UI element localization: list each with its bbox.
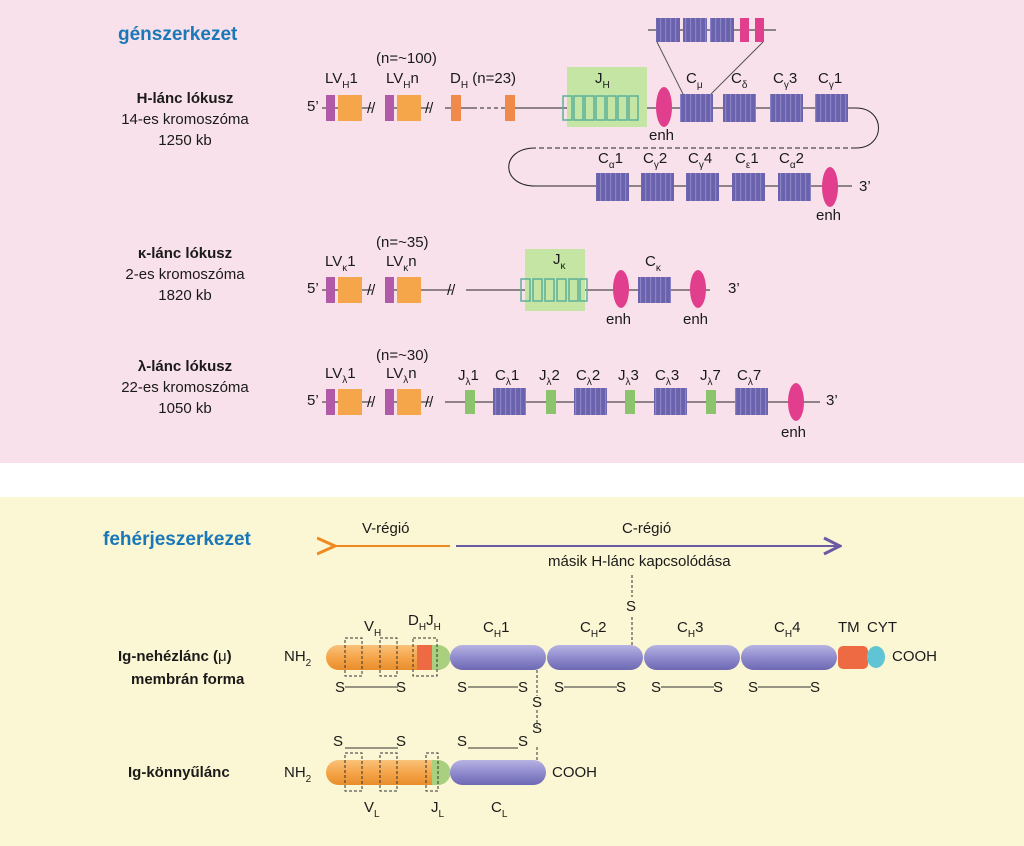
c-mu-exon xyxy=(656,18,680,42)
c-gamma1-label: $C_\gamma 1$ xyxy=(818,70,843,91)
light-nh2-label: $NH_2$ xyxy=(284,764,312,785)
h-three-prime: 3’ xyxy=(859,178,871,195)
s-label: S xyxy=(616,679,627,696)
heavy-chain-form: membrán forma xyxy=(131,671,245,688)
cyt-label: CYT xyxy=(867,619,897,636)
c-lambda7-gene xyxy=(735,388,768,415)
v-region-label: V-régió xyxy=(362,520,410,537)
s-label: S xyxy=(335,679,346,696)
jl7-label: $J_\lambda 7$ xyxy=(700,367,721,388)
membrane-exon xyxy=(740,18,749,42)
svg-text://: // xyxy=(367,394,376,411)
tm-label: TM xyxy=(838,619,860,636)
d-segment xyxy=(505,95,515,121)
kappa-symbol: κ xyxy=(137,245,147,262)
break-mark: // xyxy=(425,100,434,117)
leader-segment xyxy=(385,95,394,121)
leader-segment xyxy=(326,277,335,303)
lvhn-label: $LV_Hn$ xyxy=(386,70,419,91)
svg-text://: // xyxy=(425,394,434,411)
v-segment xyxy=(397,277,421,303)
c-mu-exon xyxy=(710,18,734,42)
lvln-label: $LV_\lambda n$ xyxy=(386,365,417,386)
jh-label: $J_H$ xyxy=(595,70,610,91)
heavy-cooh-label: COOH xyxy=(892,648,937,665)
c-gamma3-gene xyxy=(770,94,803,122)
s-label: S xyxy=(554,679,565,696)
h-locus-chromosome: 14-es kromoszóma xyxy=(121,111,249,128)
c-mu-label: $C_\mu$ xyxy=(686,70,703,91)
c-region-label: C-régió xyxy=(622,520,672,537)
c-epsilon-label: $C_\varepsilon 1$ xyxy=(735,150,759,171)
c-mu-gene xyxy=(680,94,713,122)
s-label: S xyxy=(333,733,344,750)
lvh1-label: $LV_H1$ xyxy=(325,70,358,91)
s-label: S xyxy=(810,679,821,696)
c-gamma2-label: $C_\gamma 2$ xyxy=(643,150,668,171)
cl1-label: $C_\lambda 1$ xyxy=(495,367,520,388)
other-h-chain-label: másik H-lánc kapcsolódása xyxy=(548,553,731,570)
v-segment xyxy=(397,95,421,121)
membrane-exon xyxy=(755,18,764,42)
jl-label: $J_L$ xyxy=(431,799,445,820)
s-label: S xyxy=(532,720,543,737)
k-v-count: (n=~35) xyxy=(376,234,429,251)
h-v-count: (n=~100) xyxy=(376,50,437,67)
enhancer xyxy=(656,87,672,127)
s-label: S xyxy=(518,679,529,696)
svg-text://: // xyxy=(367,282,376,299)
s-label: S xyxy=(626,598,637,615)
c-epsilon-gene xyxy=(732,173,765,201)
jl-segment xyxy=(432,760,451,785)
h-five-prime: 5’ xyxy=(307,98,319,115)
vh-label: $V_H$ xyxy=(364,618,382,639)
zoom-connector xyxy=(657,42,683,94)
l-five-prime: 5’ xyxy=(307,392,319,409)
leader-segment xyxy=(326,95,335,121)
v-segment xyxy=(338,277,362,303)
c-gamma4-gene xyxy=(686,173,719,201)
enh-label: enh xyxy=(781,424,807,441)
ch2-domain xyxy=(547,645,643,670)
j-lambda7-segment xyxy=(706,390,716,414)
l-v-count: (n=~30) xyxy=(376,347,429,364)
cyt-domain xyxy=(867,646,885,668)
enh-label: enh xyxy=(683,311,709,328)
protein-section-title: fehérjeszerkezet xyxy=(103,529,251,550)
ch1-domain xyxy=(450,645,546,670)
jl3-label: $J_\lambda 3$ xyxy=(618,367,639,388)
cl-domain xyxy=(450,760,546,785)
h-locus-map xyxy=(322,18,879,207)
k-locus-name: -lánc lókusz xyxy=(146,245,233,262)
s-label: S xyxy=(748,679,759,696)
heavy-chain-diagram xyxy=(326,575,885,727)
j-lambda1-segment xyxy=(465,390,475,414)
lvl1-label: $LV_\lambda 1$ xyxy=(325,365,356,386)
j-lambda3-segment xyxy=(625,390,635,414)
tm-domain xyxy=(838,646,868,669)
enhancer xyxy=(613,270,629,308)
ch2-label: $C_H2$ xyxy=(580,619,607,640)
jl1-label: $J_\lambda 1$ xyxy=(458,367,479,388)
s-label: S xyxy=(396,679,407,696)
heavy-nh2-label: $NH_2$ xyxy=(284,648,312,669)
break-mark: // xyxy=(367,100,376,117)
gene-section-title: génszerkezet xyxy=(118,24,238,45)
enh-label: enh xyxy=(649,127,675,144)
j-lambda2-segment xyxy=(546,390,556,414)
c-gamma3-label: $C_\gamma 3$ xyxy=(773,70,798,91)
d-segment xyxy=(451,95,461,121)
s-label: S xyxy=(457,679,468,696)
enhancer xyxy=(690,270,706,308)
svg-text://: // xyxy=(447,282,456,299)
heavy-chain-name: Ig-nehézlánc (μ) xyxy=(118,648,232,665)
dna-loop xyxy=(856,108,879,148)
v-segment xyxy=(338,389,362,415)
ch3-label: $C_H3$ xyxy=(677,619,704,640)
s-label: S xyxy=(396,733,407,750)
k-three-prime: 3’ xyxy=(728,280,740,297)
dna-loop xyxy=(509,148,535,186)
enh-label: enh xyxy=(606,311,632,328)
c-delta-label: $C_\delta$ xyxy=(731,70,748,91)
h-locus-size: 1250 kb xyxy=(158,132,212,149)
c-gamma1-gene xyxy=(815,94,848,122)
l-locus-map xyxy=(322,383,820,421)
s-label: S xyxy=(651,679,662,696)
ch4-domain xyxy=(741,645,837,670)
c-alpha1-gene xyxy=(596,173,629,201)
light-chain-name: Ig-könnyűlánc xyxy=(128,764,230,781)
enhancer xyxy=(788,383,804,421)
lvkn-label: $LV_\kappa n$ xyxy=(386,253,417,274)
l-locus-size: 1050 kb xyxy=(158,400,212,417)
jh-segment xyxy=(432,645,451,670)
l-locus-name: -lánc lókusz xyxy=(146,358,233,375)
leader-segment xyxy=(385,389,394,415)
dh-segment xyxy=(417,645,432,670)
s-label: S xyxy=(518,733,529,750)
dhjh-label: $D_HJ_H$ xyxy=(408,612,441,633)
cl2-label: $C_\lambda 2$ xyxy=(576,367,601,388)
c-gamma4-label: $C_\gamma 4$ xyxy=(688,150,713,171)
ch4-label: $C_H4$ xyxy=(774,619,801,640)
ck-label: $C_\kappa$ xyxy=(645,253,661,274)
v-segment xyxy=(397,389,421,415)
c-alpha1-label: $C_\alpha 1$ xyxy=(598,150,623,171)
leader-segment xyxy=(326,389,335,415)
enhancer xyxy=(822,167,838,207)
ch1-label: $C_H1$ xyxy=(483,619,510,640)
c-mu-exon xyxy=(683,18,707,42)
c-delta-gene xyxy=(723,94,756,122)
cl-label: $C_L$ xyxy=(491,799,508,820)
enh-label: enh xyxy=(816,207,842,224)
c-lambda1-gene xyxy=(493,388,526,415)
jl2-label: $J_\lambda 2$ xyxy=(539,367,560,388)
light-chain-diagram xyxy=(326,747,546,791)
light-cooh-label: COOH xyxy=(552,764,597,781)
c-lambda3-gene xyxy=(654,388,687,415)
jk-label: $J_\kappa$ xyxy=(553,251,566,272)
cl7-label: $C_\lambda 7$ xyxy=(737,367,762,388)
k-locus-chromosome: 2-es kromoszóma xyxy=(125,266,245,283)
c-lambda2-gene xyxy=(574,388,607,415)
dh-label: $D_H$ (n=23) xyxy=(450,70,517,91)
s-label: S xyxy=(457,733,468,750)
ch3-domain xyxy=(644,645,740,670)
c-alpha2-gene xyxy=(778,173,811,201)
cl3-label: $C_\lambda 3$ xyxy=(655,367,680,388)
c-kappa-gene xyxy=(638,277,671,303)
c-alpha2-label: $C_\alpha 2$ xyxy=(779,150,804,171)
l-locus-chromosome: 22-es kromoszóma xyxy=(121,379,249,396)
l-three-prime: 3’ xyxy=(826,392,838,409)
k-locus-size: 1820 kb xyxy=(158,287,212,304)
lvk1-label: $LV_\kappa 1$ xyxy=(325,253,356,274)
c-gamma2-gene xyxy=(641,173,674,201)
k-five-prime: 5’ xyxy=(307,280,319,297)
vl-label: $V_L$ xyxy=(364,799,380,820)
leader-segment xyxy=(385,277,394,303)
s-label: S xyxy=(532,694,543,711)
h-locus-name: H-lánc lókusz xyxy=(136,90,234,107)
lambda-symbol: λ xyxy=(137,358,147,375)
s-label: S xyxy=(713,679,724,696)
v-segment xyxy=(338,95,362,121)
